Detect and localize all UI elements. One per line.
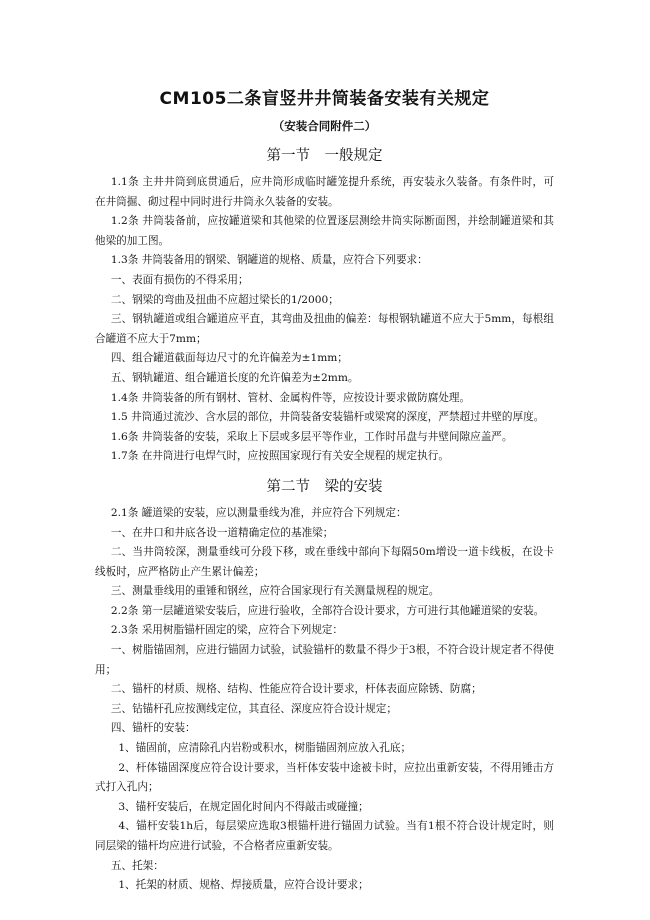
document-title: CM105二条盲竖井井筒装备安装有关规定 (159, 89, 490, 109)
paragraph: 1.5 井筒通过流沙、含水层的部位，井筒装备安装锚杆或梁窝的深度，严禁超过井壁的厚度。 (110, 411, 545, 424)
paragraph: 1、锚固前，应清除孔内岩粉或积水，树脂锚固剂应放入孔底； (118, 742, 412, 755)
paragraph: 三、钢轨罐道或组合罐道应平直，其弯曲及扭曲的偏差：每根钢轨罐道不应大于5mm，每根组合罐道不应大于7mm； (95, 313, 554, 345)
paragraph: 3、锚杆安装后，在规定固化时间内不得敲击或碰撞； (118, 800, 369, 813)
section-1-body (95, 173, 554, 467)
paragraph: 一、表面有损伤的不得采用； (110, 273, 249, 286)
paragraph: 1.7条 在井筒进行电焊气时，应按照国家现行有关安全规程的规定执行。 (110, 450, 449, 463)
paragraph: 二、锚杆的材质、规格、结构、性能应符合设计要求，杆体表面应除锈、防腐； (110, 683, 482, 696)
section-heading-2: 第二节 梁的安装 (266, 478, 383, 495)
paragraph: 1.6条 井筒装备的安装，采取上下层或多层平等作业，工作时吊盘与井壁间隙应盖严。 (110, 430, 513, 443)
paragraph: 三、钻锚杆孔应按测线定位，其直径、深度应符合设计规定； (110, 702, 397, 715)
paragraph: 二、钢梁的弯曲及扭曲不应超过梁长的1/2000； (110, 293, 339, 306)
paragraph: 4、锚杆安装1h后，每层梁应选取3根锚杆进行锚固力试验。当有1根不符合设计规定时，则同层梁的锚杆均应进行试验，不合格者应重新安装。 (95, 820, 554, 852)
paragraph: 二、当井筒较深，测量垂线可分段下移，或在垂线中部向下每隔50m增设一道卡线板，在设卡线板时，应严格防止产生累计偏差； (95, 546, 554, 578)
section-2-body (95, 504, 554, 896)
paragraph: 2.1条 罐道梁的安装，应以测量垂线为准，并应符合下列规定： (110, 506, 407, 519)
paragraph: 一、树脂锚固剂，应进行锚固力试验，试验锚杆的数量不得少于3根，不符合设计规定者不得使用； (95, 644, 554, 676)
paragraph: 四、锚杆的安装： (110, 722, 196, 735)
paragraph: 2.3条 采用树脂锚杆固定的梁，应符合下列规定： (110, 624, 343, 637)
paragraph: 1.3条 井筒装备用的钢梁、钢罐道的规格、质量，应符合下列要求： (110, 254, 428, 267)
paragraph: 一、在井口和井底各设一道精确定位的基准梁； (110, 526, 334, 539)
paragraph: 三、测量垂线用的重锤和钢丝，应符合国家现行有关测量规程的规定。 (110, 585, 440, 598)
document-subtitle: （安装合同附件二） (272, 119, 377, 133)
paragraph: 1、托架的材质、规格、焊接质量，应符合设计要求； (118, 879, 369, 892)
section-heading-1: 第一节 一般规定 (266, 148, 383, 164)
paragraph: 2、杆体锚固深度应符合设计要求，当杆体安装中途被卡时，应拉出重新安装，不得用锤击方式打入孔内； (95, 761, 554, 794)
paragraph: 四、组合罐道截面每边尺寸的允许偏差为±1mm； (110, 352, 348, 365)
paragraph: 2.2条 第一层罐道梁安装后，应进行验收，全部符合设计要求，方可进行其他罐道梁的安装。 (110, 604, 545, 617)
paragraph: 1.1条 主井井筒到底贯通后，应井筒形成临时罐笼提升系统，再安装永久装备。有条件时，可在井筒掘、砌过程中同时进行井筒永久装备的安装。 (95, 176, 554, 208)
paragraph: 五、钢轨罐道、组合罐道长度的允许偏差为±2mm。 (110, 371, 359, 384)
paragraph: 1.4条 井筒装备的所有钢材、管材、金属构件等，应按设计要求做防腐处理。 (110, 391, 471, 404)
paragraph: 1.2条 井筒装备前，应按罐道梁和其他梁的位置逐层测绘井筒实际断面图，并绘制罐道梁和其他梁的加工图。 (95, 215, 554, 247)
paragraph: 五、托架： (110, 859, 164, 872)
